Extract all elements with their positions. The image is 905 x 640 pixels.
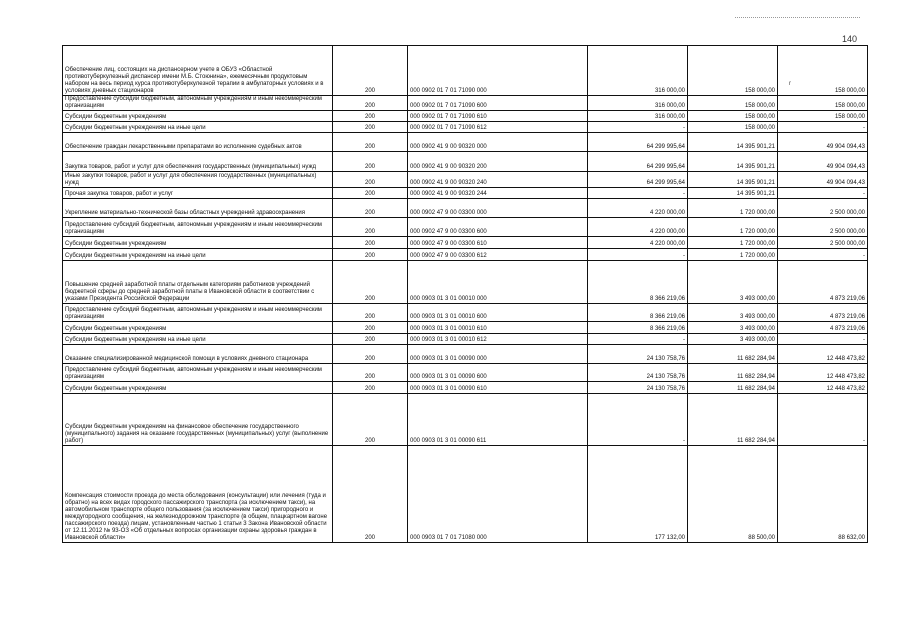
row-amount-3: - (778, 334, 868, 345)
row-amount-3: 49 904 094,43 (778, 152, 868, 172)
row-amount-2: 1 720 000,00 (688, 237, 778, 249)
row-name: Субсидии бюджетным учреждениям на иные цели (63, 249, 333, 261)
row-amount-3: 158 000,00 (778, 46, 868, 96)
row-amount-2: 158 000,00 (688, 111, 778, 122)
row-name: Повышение средней заработной платы отдельным категориям работников учреждений бюджетной сферы до средней заработной платы в Ивановской области в соответствии с указами Президента Российской Федерации (63, 261, 333, 304)
row-kbk-code: 000 0902 41 9 00 90320 240 (408, 172, 588, 188)
row-name: Иные закупки товаров, работ и услуг для обеспечения государственных (муниципальных) нужд (63, 172, 333, 188)
table-row (63, 218, 868, 237)
row-amount-2: 3 493 000,00 (688, 304, 778, 322)
row-name: Укрепление материально-технической базы областных учреждений здравоохранения (63, 199, 333, 218)
row-kbk-code: 000 0903 01 3 01 00090 600 (408, 364, 588, 382)
table-row (63, 172, 868, 188)
row-code: 200 (333, 261, 408, 304)
row-kbk-code: 000 0902 41 9 00 90320 244 (408, 188, 588, 199)
row-kbk-code: 000 0902 01 7 01 71090 600 (408, 96, 588, 111)
row-kbk-code: 000 0902 41 9 00 90320 000 (408, 133, 588, 152)
page-number: 140 (842, 34, 858, 44)
row-code: 200 (333, 218, 408, 237)
row-name: Предоставление субсидий бюджетным, автономным учреждениям и иным некоммерческим организациям (63, 304, 333, 322)
row-amount-1: 316 000,00 (588, 96, 688, 111)
row-name: Предоставление субсидий бюджетным, автономным учреждениям и иным некоммерческим организациям (63, 96, 333, 111)
table-row (63, 261, 868, 304)
row-kbk-code: 000 0903 01 3 01 00090 611 (408, 394, 588, 446)
row-code: 200 (333, 394, 408, 446)
row-name: Предоставление субсидий бюджетным, автономным учреждениям и иным некоммерческим организациям (63, 364, 333, 382)
row-amount-2: 14 395 901,21 (688, 152, 778, 172)
row-amount-2: 158 000,00 (688, 46, 778, 96)
row-name: Субсидии бюджетным учреждениям на иные цели (63, 334, 333, 345)
row-amount-2: 14 395 901,21 (688, 133, 778, 152)
row-amount-1: 64 299 995,64 (588, 172, 688, 188)
table-row (63, 394, 868, 446)
row-kbk-code: 000 0902 47 9 00 03300 610 (408, 237, 588, 249)
row-amount-1: 4 220 000,00 (588, 218, 688, 237)
row-amount-1: 24 130 758,76 (588, 345, 688, 364)
row-kbk-code: 000 0903 01 7 01 71080 000 (408, 446, 588, 543)
row-kbk-code: 000 0903 01 3 01 00010 600 (408, 304, 588, 322)
table-row (63, 304, 868, 322)
row-amount-2: 11 682 284,94 (688, 382, 778, 394)
row-kbk-code: 000 0903 01 3 01 00010 000 (408, 261, 588, 304)
row-code: 200 (333, 199, 408, 218)
row-kbk-code: 000 0902 01 7 01 71090 610 (408, 111, 588, 122)
row-name: Предоставление субсидий бюджетным, автономным учреждениям и иным некоммерческим организациям (63, 218, 333, 237)
row-amount-3: 49 904 094,43 (778, 133, 868, 152)
row-amount-1: 316 000,00 (588, 111, 688, 122)
row-name: Обеспечение лиц, состоящих на диспансерном учете в ОБУЗ «Областной противотуберкулезный диспансер имени М.Б. Стоюнина», ежемесячным продуктовым набором на весь период курса противотуберкулезной терапии в амбулаторных условиях и в условиях дневных стационаров (63, 46, 333, 96)
row-kbk-code: 000 0902 47 9 00 03300 612 (408, 249, 588, 261)
table-row (63, 188, 868, 199)
table-row (63, 122, 868, 133)
stray-mark: r (789, 81, 791, 87)
row-amount-3: 88 632,00 (778, 446, 868, 543)
row-code: 200 (333, 446, 408, 543)
row-kbk-code: 000 0902 01 7 01 71090 612 (408, 122, 588, 133)
row-amount-1: 24 130 758,76 (588, 382, 688, 394)
row-name: Субсидии бюджетным учреждениям (63, 382, 333, 394)
row-amount-1: 177 132,00 (588, 446, 688, 543)
row-kbk-code: 000 0903 01 3 01 00010 612 (408, 334, 588, 345)
row-amount-3: 4 873 219,06 (778, 322, 868, 334)
row-amount-3: 4 873 219,06 (778, 304, 868, 322)
row-amount-2: 14 395 901,21 (688, 188, 778, 199)
row-amount-1: 24 130 758,76 (588, 364, 688, 382)
row-amount-3: - (778, 249, 868, 261)
row-name: Субсидии бюджетным учреждениям (63, 237, 333, 249)
budget-table (62, 45, 868, 543)
table-row (63, 322, 868, 334)
row-amount-3: 2 500 000,00 (778, 199, 868, 218)
row-amount-3: 158 000,00 (778, 111, 868, 122)
row-amount-1: 8 366 219,06 (588, 322, 688, 334)
row-code: 200 (333, 237, 408, 249)
row-amount-1: - (588, 394, 688, 446)
row-name: Прочая закупка товаров, работ и услуг (63, 188, 333, 199)
row-amount-3: 4 873 219,06 (778, 261, 868, 304)
row-name: Оказание специализированной медицинской помощи в условиях дневного стационара (63, 345, 333, 364)
row-amount-1: 316 000,00 (588, 46, 688, 96)
row-amount-2: 11 682 284,94 (688, 364, 778, 382)
row-amount-1: 8 366 219,06 (588, 304, 688, 322)
row-name: Субсидии бюджетным учреждениям (63, 111, 333, 122)
row-code: 200 (333, 249, 408, 261)
row-amount-2: 1 720 000,00 (688, 218, 778, 237)
row-code: 200 (333, 188, 408, 199)
row-amount-2: 158 000,00 (688, 96, 778, 111)
row-name: Субсидии бюджетным учреждениям на финансовое обеспечение государственного (муниципального) задания на оказание государственных (муниципальных) услуг (выполнение работ) (63, 394, 333, 446)
row-amount-1: 64 299 995,64 (588, 152, 688, 172)
row-amount-1: - (588, 334, 688, 345)
table-row (63, 152, 868, 172)
row-amount-3: - (778, 188, 868, 199)
row-amount-2: 11 682 284,94 (688, 345, 778, 364)
row-name: Субсидии бюджетным учреждениям (63, 322, 333, 334)
row-amount-1: 4 220 000,00 (588, 199, 688, 218)
table-row (63, 133, 868, 152)
row-amount-1: 4 220 000,00 (588, 237, 688, 249)
scan-artifact-line (735, 17, 860, 18)
row-code: 200 (333, 133, 408, 152)
row-amount-1: - (588, 188, 688, 199)
row-amount-3: 2 500 000,00 (778, 218, 868, 237)
row-code: 200 (333, 172, 408, 188)
row-kbk-code: 000 0902 41 9 00 90320 200 (408, 152, 588, 172)
row-name: Закупка товаров, работ и услуг для обеспечения государственных (муниципальных) нужд (63, 152, 333, 172)
table-row (63, 111, 868, 122)
row-amount-2: 3 493 000,00 (688, 334, 778, 345)
row-code: 200 (333, 304, 408, 322)
row-amount-2: 3 493 000,00 (688, 261, 778, 304)
row-amount-2: 11 682 284,94 (688, 394, 778, 446)
row-amount-3: - (778, 394, 868, 446)
row-amount-2: 1 720 000,00 (688, 249, 778, 261)
table-row (63, 334, 868, 345)
row-kbk-code: 000 0902 47 9 00 03300 600 (408, 218, 588, 237)
row-code: 200 (333, 334, 408, 345)
row-amount-3: - (778, 122, 868, 133)
table-row (63, 96, 868, 111)
row-code: 200 (333, 46, 408, 96)
row-amount-3: 2 500 000,00 (778, 237, 868, 249)
row-amount-1: - (588, 249, 688, 261)
row-kbk-code: 000 0902 47 9 00 03300 000 (408, 199, 588, 218)
row-amount-2: 158 000,00 (688, 122, 778, 133)
row-amount-3: 158 000,00 (778, 96, 868, 111)
row-amount-2: 1 720 000,00 (688, 199, 778, 218)
row-code: 200 (333, 152, 408, 172)
row-kbk-code: 000 0903 01 3 01 00090 000 (408, 345, 588, 364)
row-amount-1: 8 366 219,06 (588, 261, 688, 304)
table-row (63, 237, 868, 249)
row-amount-3: 12 448 473,82 (778, 345, 868, 364)
row-name: Компенсация стоимости проезда до места обследования (консультации) или лечения (туда и обратно) на всех видах городского пассажирского транспорта (за исключением такси), на автомобильном транспорте общего пользования (за исключением такси) пригородного и междугородного сообщения, на железнодорожном транспорте (в общем, плацкартном вагоне пассажирского поезда) лицам, установленным частью 1 статьи 3 Закона Ивановской области от 12.11.2012 № 93-ОЗ «Об отдельных вопросах организации охраны здоровья граждан в Ивановской области» (63, 446, 333, 543)
row-amount-2: 3 493 000,00 (688, 322, 778, 334)
row-amount-1: - (588, 122, 688, 133)
row-code: 200 (333, 364, 408, 382)
table-row (63, 364, 868, 382)
row-code: 200 (333, 345, 408, 364)
row-code: 200 (333, 382, 408, 394)
row-amount-3: 12 448 473,82 (778, 382, 868, 394)
table-row (63, 249, 868, 261)
row-amount-3: 49 904 094,43 (778, 172, 868, 188)
row-amount-3: 12 448 473,82 (778, 364, 868, 382)
row-kbk-code: 000 0902 01 7 01 71090 000 (408, 46, 588, 96)
row-name: Субсидии бюджетным учреждениям на иные цели (63, 122, 333, 133)
row-amount-2: 14 395 901,21 (688, 172, 778, 188)
row-code: 200 (333, 96, 408, 111)
row-code: 200 (333, 111, 408, 122)
table-row (63, 382, 868, 394)
row-code: 200 (333, 122, 408, 133)
row-amount-1: 64 299 995,64 (588, 133, 688, 152)
table-row (63, 446, 868, 543)
budget-table-body (63, 46, 868, 543)
table-row (63, 199, 868, 218)
row-code: 200 (333, 322, 408, 334)
row-kbk-code: 000 0903 01 3 01 00010 610 (408, 322, 588, 334)
table-row (63, 46, 868, 96)
table-row (63, 345, 868, 364)
row-amount-2: 88 500,00 (688, 446, 778, 543)
row-name: Обеспечение граждан лекарственными препаратами во исполнение судебных актов (63, 133, 333, 152)
row-kbk-code: 000 0903 01 3 01 00090 610 (408, 382, 588, 394)
